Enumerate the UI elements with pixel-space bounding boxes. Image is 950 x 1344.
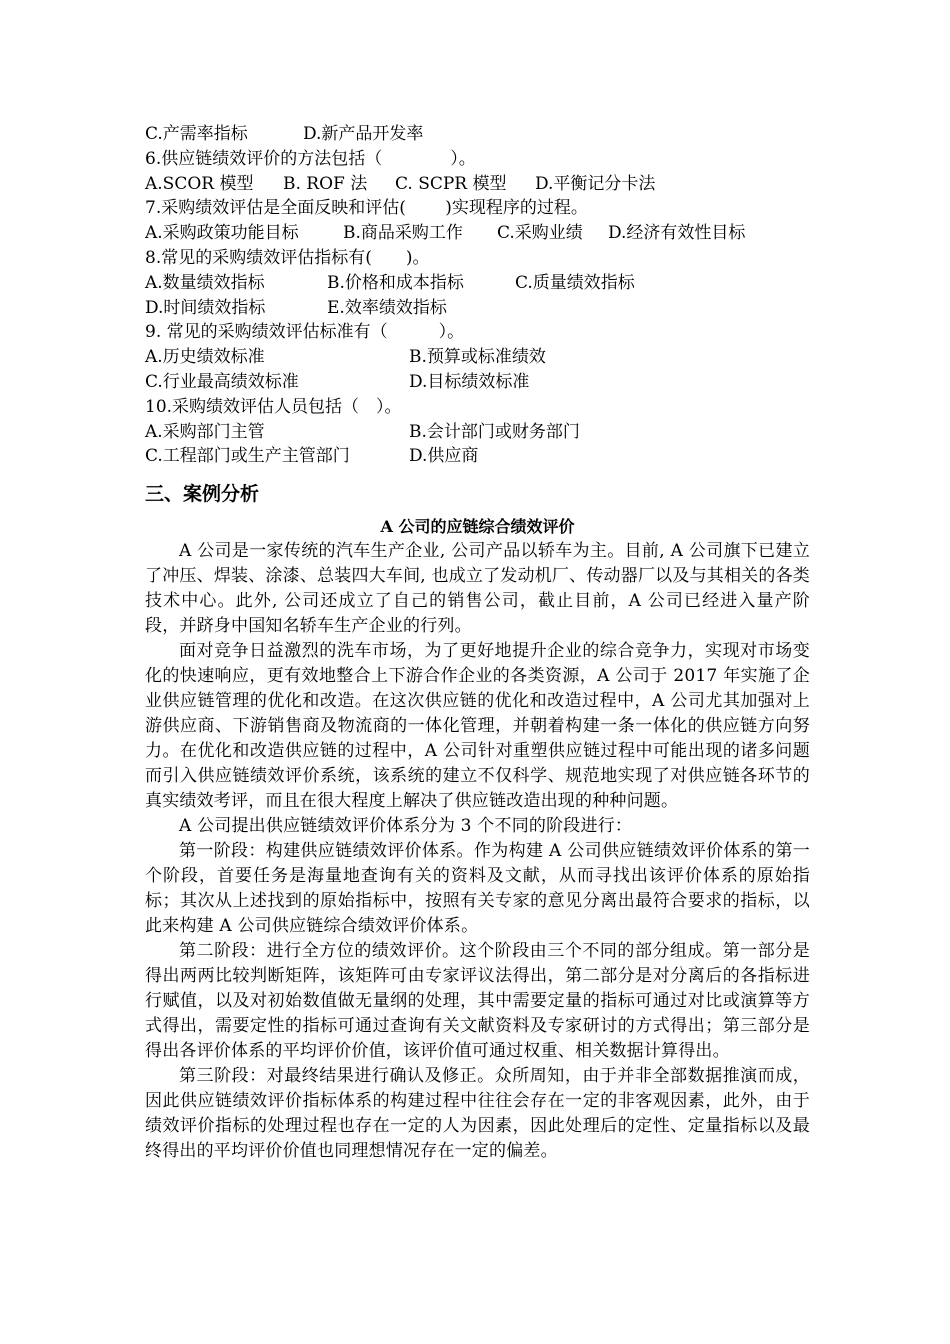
option: C.行业最高绩效标准 [145, 371, 299, 392]
option: D.经济有效性目标 [608, 223, 746, 244]
q8-options-row2 [145, 296, 810, 321]
option: C.质量绩效指标 [515, 272, 635, 293]
paragraph: A 公司提出供应链绩效评价体系分为 3 个不同的阶段进行： [179, 816, 633, 837]
option: C.工程部门或生产主管部门 [145, 446, 350, 467]
option: A.数量绩效指标 [145, 272, 265, 293]
paragraph: A 公司是一家传统的汽车生产企业, 公司产品以轿车为主。目前, A 公司旗下已建立了冲压、焊装、涂漆、总装四大车间, 也成立了发动机厂、传动器厂以及与其相关的各类技术中心。此外, 公司还成立了自己的销售公司，截止目前，A 公司已经进入量产阶段，并跻身中国知名轿车生产企业的行列。 [145, 541, 810, 637]
paragraph: 第二阶段：进行全方位的绩效评价。这个阶段由三个不同的部分组成。第一部分是得出两两比较判断矩阵，该矩阵可由专家评议法得出，第二部分是对分离后的各指标进行赋值，以及对初始数值做无量纲的处理，其中需要定量的指标可通过对比或演算等方式得出，需要定性的指标可通过查询有关文献资料及专家研讨的方式得出；第三部分是得出各评价体系的平均评价价值，该评价值可通过权重、相关数据计算得出。 [145, 941, 810, 1062]
q8-options-row1 [145, 271, 810, 296]
q9-options-row2 [145, 370, 810, 395]
paragraph: 面对竞争日益激烈的洗车市场，为了更好地提升企业的综合竞争力，实现对市场变化的快速响应，更有效地整合上下游合作企业的各类资源，A 公司于 2017 年实施了企业供应链管理的优化和改造。在这次供应链的优化和改造过程中，A 公司尤其加强对上游供应商、下游销售商及物流商的一体化管理，并朝着构建一条一体化的供应链方向努力。在优化和改造供应链的过程中，A 公司针对重塑供应链过程中可能出现的诸多问题而引入供应链绩效评价系统，该系统的建立不仅科学、规范地实现了对供应链各环节的真实绩效考评，而且在很大程度上解决了供应链改造出现的种种问题。 [145, 641, 810, 812]
q6-options [145, 172, 810, 197]
document-page [145, 122, 810, 1164]
question-stem: 7.采购绩效评估是全面反映和评估( )实现程序的过程。 [145, 198, 588, 219]
question-stem: 6.供应链绩效评价的方法包括（ ）。 [145, 148, 476, 169]
section-heading: 三、案例分析 [145, 483, 260, 506]
option: A.SCOR 模型 [145, 173, 254, 194]
option: B.预算或标准绩效 [409, 347, 546, 368]
option: D.供应商 [409, 446, 479, 467]
paragraph: 第一阶段：构建供应链绩效评价体系。作为构建 A 公司供应链绩效评价体系的第一个阶段，首要任务是海量地查询有关的资料及文献，从而寻找出该评价体系的原始指标；其次从上述找到的原始指标中，按照有关专家的意见分离出最符合要求的指标，以此来构建 A 公司供应链综合绩效评价体系。 [145, 841, 810, 937]
q10-options-row1 [145, 420, 810, 445]
option: D.目标绩效标准 [409, 371, 530, 392]
option: B. ROF 法 [283, 173, 368, 194]
paragraph: 第三阶段：对最终结果进行确认及修正。众所周知，由于并非全部数据推演而成，因此供应链绩效评价指标体系的构建过程中往往会存在一定的非客观因素，此外，由于绩效评价指标的处理过程也存在一定的人为因素，因此处理后的定性、定量指标以及最终得出的平均评价价值也同理想情况存在一定的偏差。 [145, 1066, 810, 1162]
option: B.价格和成本指标 [327, 272, 464, 293]
q10-options-row2 [145, 444, 810, 469]
option: D.平衡记分卡法 [535, 173, 656, 194]
option: B.商品采购工作 [343, 223, 463, 244]
option: A.历史绩效标准 [145, 347, 265, 368]
question-stem: 10.采购绩效评估人员包括（ ）。 [145, 396, 402, 417]
option: D.新产品开发率 [303, 124, 424, 144]
option: B.会计部门或财务部门 [409, 421, 580, 442]
q9-options-row1 [145, 345, 810, 370]
case-title: A 公司的应链综合绩效评价 [380, 517, 575, 537]
q5-options [145, 122, 810, 147]
option: A.采购政策功能目标 [145, 223, 299, 244]
option: D.时间绩效指标 [145, 297, 266, 318]
option: A.采购部门主管 [145, 421, 265, 442]
option: E.效率绩效指标 [327, 297, 447, 318]
q7-options [145, 221, 810, 246]
option: C.采购业绩 [497, 223, 583, 244]
question-stem: 9. 常见的采购绩效评估标准有（ ）。 [145, 322, 465, 343]
option: C. SCPR 模型 [395, 173, 507, 194]
question-stem: 8.常见的采购绩效评估指标有( )。 [145, 247, 430, 268]
option: C.产需率指标 [145, 124, 248, 144]
